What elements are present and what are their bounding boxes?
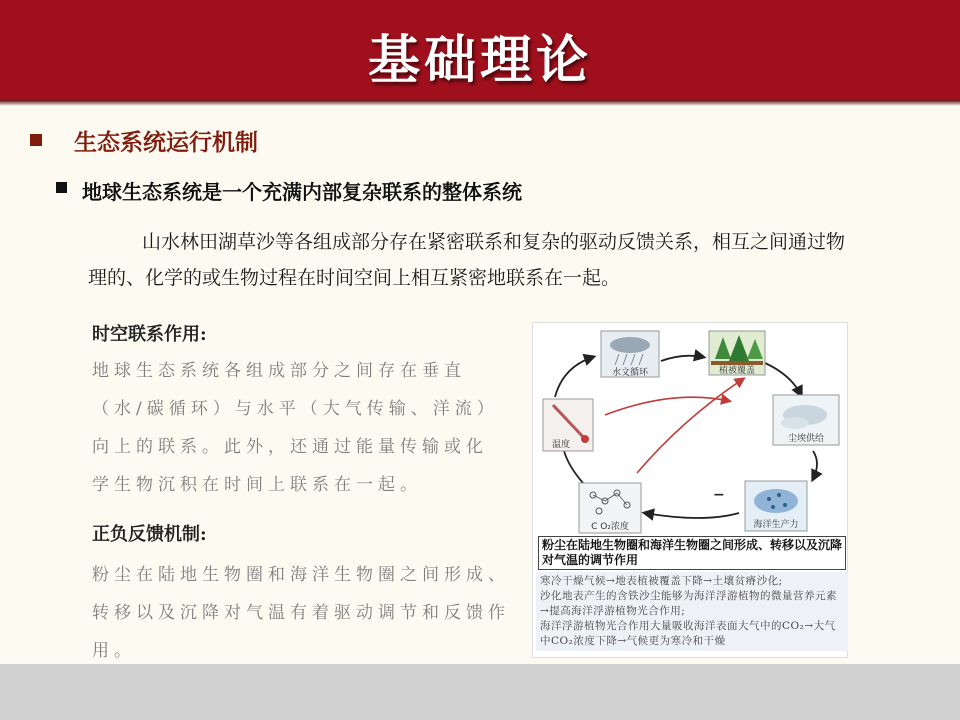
arrow-vegetation-dust (765, 363, 801, 395)
footer-bar (0, 664, 960, 720)
spatial-paragraph: 地球生态系统各组成部分之间存在垂直（水/碳循环）与水平（大气传输、洋流）向上的联系。此外，还通过能量传输或化学生物沉积在时间上联系在一起。 (92, 361, 499, 495)
ocean-productivity-label: 海洋生产力 (753, 520, 799, 530)
ocean-productivity-node (745, 481, 807, 531)
feedback-heading: 正负反馈机制: (92, 524, 207, 545)
arrow-ocean-co2 (645, 513, 739, 518)
temperature-node (543, 399, 593, 451)
figure-caption-body (536, 572, 848, 651)
intro-text: 山水林田湖草沙等各组成部分存在紧密联系和复杂的驱动反馈关系，相互之间通过物理的、化学的或生物过程在时间空间上相互紧密地联系在一起。 (88, 231, 846, 289)
vegetation-label: 植被覆盖 (718, 366, 756, 376)
section-heading: 生态系统运行机制 (74, 130, 258, 156)
cycle-diagram (533, 323, 849, 537)
arrow-temperature-water (555, 357, 593, 397)
water-cycle-node (601, 331, 659, 378)
bullet-square-icon (30, 134, 42, 146)
arrow-water-vegetation (661, 356, 703, 361)
co2-label: C O₂浓度 (591, 522, 629, 532)
arrow-red-feedback-1 (637, 379, 743, 473)
arrow-dust-ocean (813, 451, 817, 479)
bullet-square-icon (56, 182, 67, 193)
intro-paragraph (88, 224, 848, 296)
arrow-red-feedback-2 (605, 397, 729, 415)
negative-feedback-sign: − (713, 487, 725, 503)
vegetation-node (709, 331, 765, 376)
temperature-label: 温度 (551, 440, 571, 450)
subsection-heading: 地球生态系统是一个充满内部复杂联系的整体系统 (82, 180, 522, 204)
spatial-heading: 时空联系作用: (92, 324, 207, 345)
caption-line: 沙化地表产生的含铁沙尘能够为海洋浮游植物的微量营养元素→提高海洋浮游植物光合作用; (540, 590, 837, 617)
caption-line: 海洋浮游植物光合作用大量吸收海洋表面大气中的CO₂→大气中CO₂浓度下降→气候更为寒冷和干燥 (540, 620, 836, 647)
caption-line: 寒冷干燥气候→地表植被覆盖下降→土壤贫瘠沙化; (540, 575, 783, 587)
slide-title: 基础理论 (367, 31, 592, 91)
figure-caption-title: 粉尘在陆地生物圈和海洋生物圈之间形成、转移以及沉降对气温的调节作用 (538, 536, 846, 570)
dust-supply-label: 尘埃供给 (787, 434, 825, 444)
dust-supply-node (773, 395, 839, 445)
water-cycle-label: 水文循环 (611, 368, 649, 378)
feedback-paragraph: 粉尘在陆地生物圈和海洋生物圈之间形成、转移以及沉降对气温有着驱动调节和反馈作用。 (92, 565, 510, 661)
title-banner-shadow (0, 100, 960, 106)
co2-node (579, 483, 641, 533)
